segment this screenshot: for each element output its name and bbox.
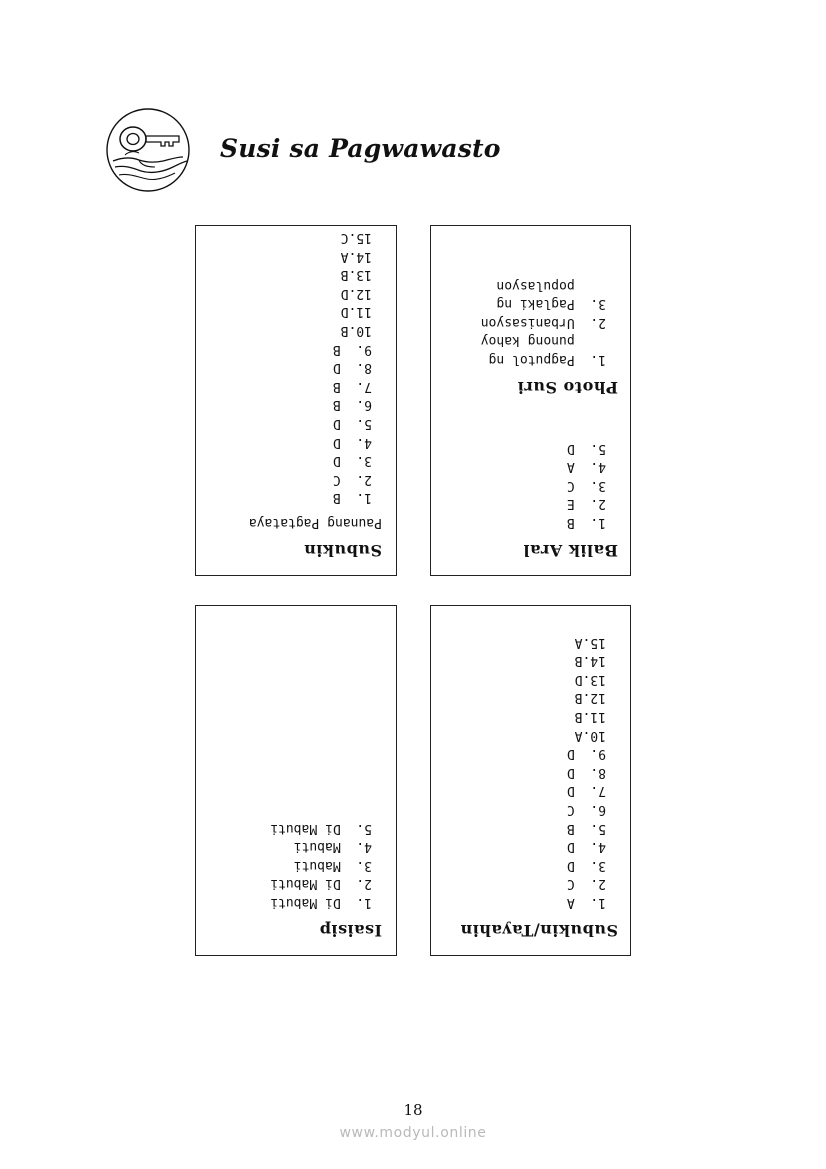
answer-line: 11.D — [340, 304, 372, 320]
answer-box-isaisip — [195, 605, 397, 956]
answer-box-subukin — [195, 225, 397, 576]
answer-line: 7. D — [566, 783, 606, 799]
answer-line: 12.B — [574, 690, 606, 706]
answer-line: punong kahoy — [480, 333, 606, 349]
answer-line: 2. Di Mabuti — [270, 876, 372, 892]
answer-line: 9. D — [566, 746, 606, 762]
answer-line: 8. D — [332, 360, 372, 376]
page-title: Susi sa Pagwawasto — [220, 134, 501, 163]
answer-line: 3. D — [332, 453, 372, 469]
answer-line: 15.C — [340, 230, 372, 246]
answer-line: 9. B — [332, 341, 372, 357]
answer-line: 4. D — [332, 434, 372, 450]
box-title: Balik Aral — [523, 541, 618, 560]
answer-line: 2. C — [566, 876, 606, 892]
answer-line: 14.B — [574, 653, 606, 669]
answer-line: 6. C — [566, 802, 606, 818]
answer-line: 6. B — [332, 397, 372, 413]
key-in-hand-icon — [105, 105, 191, 195]
answer-line: 5. D — [332, 416, 372, 432]
answer-line: 10.B — [340, 323, 372, 339]
answer-line: 3. Mabuti — [293, 857, 372, 873]
answer-line: 2. Urbanisasyon — [480, 314, 606, 330]
answer-line: 15.A — [574, 634, 606, 650]
answer-line: 2. E — [566, 496, 606, 512]
answer-line: 10.A — [574, 727, 606, 743]
answer-line: 4. A — [566, 459, 606, 475]
answer-line: 3. Paglaki ng — [496, 296, 606, 312]
answer-line: 1. A — [566, 895, 606, 910]
answer-line: populasyon — [496, 277, 606, 293]
box-title: Isaisip — [319, 921, 382, 940]
answer-line: 3. D — [566, 857, 606, 873]
answer-line: 7. B — [332, 378, 372, 394]
answer-line: 8. D — [566, 764, 606, 780]
answer-list — [431, 438, 618, 531]
answer-line: 1. Pagputol ng — [488, 352, 606, 368]
answer-line: 4. Mabuti — [293, 839, 372, 855]
answer-line: 3. C — [566, 477, 606, 493]
watermark: www.modyul.online — [339, 1125, 487, 1141]
answer-line: 13.D — [574, 671, 606, 687]
answer-line: 5. B — [566, 820, 606, 836]
answer-box-balik-aral — [430, 225, 631, 576]
answer-line: 1. B — [332, 490, 372, 506]
answer-line: 1. B — [566, 515, 606, 530]
box-title: Subukin — [303, 541, 382, 560]
answer-line: 5. D — [566, 440, 606, 456]
answer-line: 11.B — [574, 709, 606, 725]
answer-line: 5. Di Mabuti — [270, 820, 372, 836]
answer-list — [196, 818, 382, 911]
answer-line: 14.A — [340, 248, 372, 264]
box-title: Photo Suri — [517, 378, 618, 398]
answer-list — [431, 632, 618, 911]
answer-line: 4. D — [566, 839, 606, 855]
answer-line: 13.B — [340, 267, 372, 283]
box-title: Subukin/Tayahin — [460, 921, 618, 940]
answer-line: 1. Di Mabuti — [270, 895, 372, 910]
answer-line: 2. C — [332, 471, 372, 487]
answer-line: 12.D — [340, 285, 372, 301]
box-note: Paunang Pagtataya — [248, 515, 382, 530]
answer-list — [196, 228, 382, 507]
answer-list — [431, 275, 618, 368]
page-number: 18 — [403, 1101, 423, 1119]
answer-box-subukin-tayahin — [430, 605, 631, 956]
